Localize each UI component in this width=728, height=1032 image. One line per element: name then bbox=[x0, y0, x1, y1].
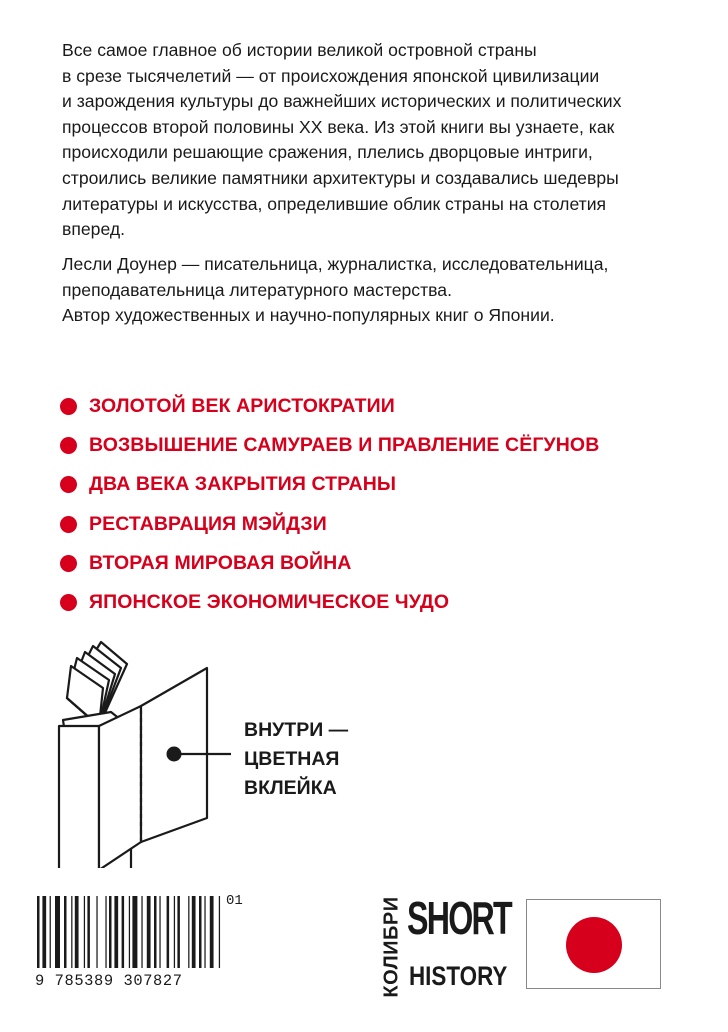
topic-label: ЗОЛОТОЙ ВЕК АРИСТОКРАТИИ bbox=[89, 395, 395, 418]
description-line: вперед. bbox=[62, 219, 125, 240]
topic-label: ВОЗВЫШЕНИЕ САМУРАЕВ И ПРАВЛЕНИЕ СЁГУНОВ bbox=[89, 434, 600, 457]
topic-list bbox=[60, 387, 599, 622]
topic-item bbox=[60, 387, 599, 426]
author-line: преподавательница литературного мастерства. bbox=[62, 279, 452, 300]
bullet-dot-icon bbox=[60, 398, 77, 415]
topic-label: ВТОРАЯ МИРОВАЯ ВОЙНА bbox=[89, 551, 352, 574]
bullet-dot-icon bbox=[60, 476, 77, 493]
description-line: в срезе тысячелетий — от происхождения японской цивилизации bbox=[62, 65, 600, 86]
bullet-dot-icon bbox=[60, 437, 77, 454]
insert-line: ВНУТРИ — bbox=[244, 719, 349, 741]
topic-item bbox=[60, 426, 599, 465]
description-line: происходили решающие сражения, плелись дворцовые интриги, bbox=[62, 142, 593, 163]
author-line: Лесли Доунер — писательница, журналистка, исследовательница, bbox=[62, 254, 609, 274]
book-description bbox=[62, 38, 702, 243]
insert-line: ВКЛЕЙКА bbox=[244, 777, 337, 799]
isbn-digits: 9 785389 307827 bbox=[35, 972, 183, 990]
publisher-name: КОЛИБРИ bbox=[380, 895, 403, 998]
description-line: Все самое главное об истории великой островной страны bbox=[62, 40, 537, 60]
red-sun-disc bbox=[566, 917, 622, 973]
bullet-dot-icon bbox=[60, 594, 77, 611]
insert-line: ЦВЕТНАЯ bbox=[244, 748, 340, 770]
topic-item bbox=[60, 505, 599, 544]
isbn-barcode-icon bbox=[35, 894, 245, 970]
description-line: строились великие памятники архитектуры и создавались шедевры bbox=[62, 167, 619, 188]
topic-item bbox=[60, 465, 599, 504]
book-with-color-insert-icon bbox=[55, 638, 245, 868]
description-line: литературы и искусства, определившие облик страны на столетия bbox=[62, 193, 607, 214]
publisher-logo bbox=[379, 895, 405, 998]
topic-label: РЕСТАВРАЦИЯ МЭЙДЗИ bbox=[89, 512, 327, 535]
topic-label: ЯПОНСКОЕ ЭКОНОМИЧЕСКОЕ ЧУДО bbox=[89, 591, 450, 614]
author-bio bbox=[62, 252, 702, 329]
description-line: и зарождения культуры до важнейших исторических и политических bbox=[62, 91, 622, 112]
bullet-dot-icon bbox=[60, 516, 77, 533]
topic-label: ДВА ВЕКА ЗАКРЫТИЯ СТРАНЫ bbox=[89, 473, 397, 496]
series-logo-short: SHORT bbox=[407, 892, 511, 944]
color-insert-note bbox=[244, 716, 348, 803]
description-line: процессов второй половины XX века. Из этой книги вы узнаете, как bbox=[62, 116, 615, 137]
barcode-addon-digits: 01 bbox=[226, 893, 243, 909]
bullet-dot-icon bbox=[60, 555, 77, 572]
topic-item bbox=[60, 544, 599, 583]
japan-flag-icon bbox=[526, 899, 661, 989]
series-logo-history: HISTORY bbox=[409, 961, 508, 991]
author-line: Автор художественных и научно-популярных книг о Японии. bbox=[62, 305, 555, 326]
topic-item bbox=[60, 583, 599, 622]
